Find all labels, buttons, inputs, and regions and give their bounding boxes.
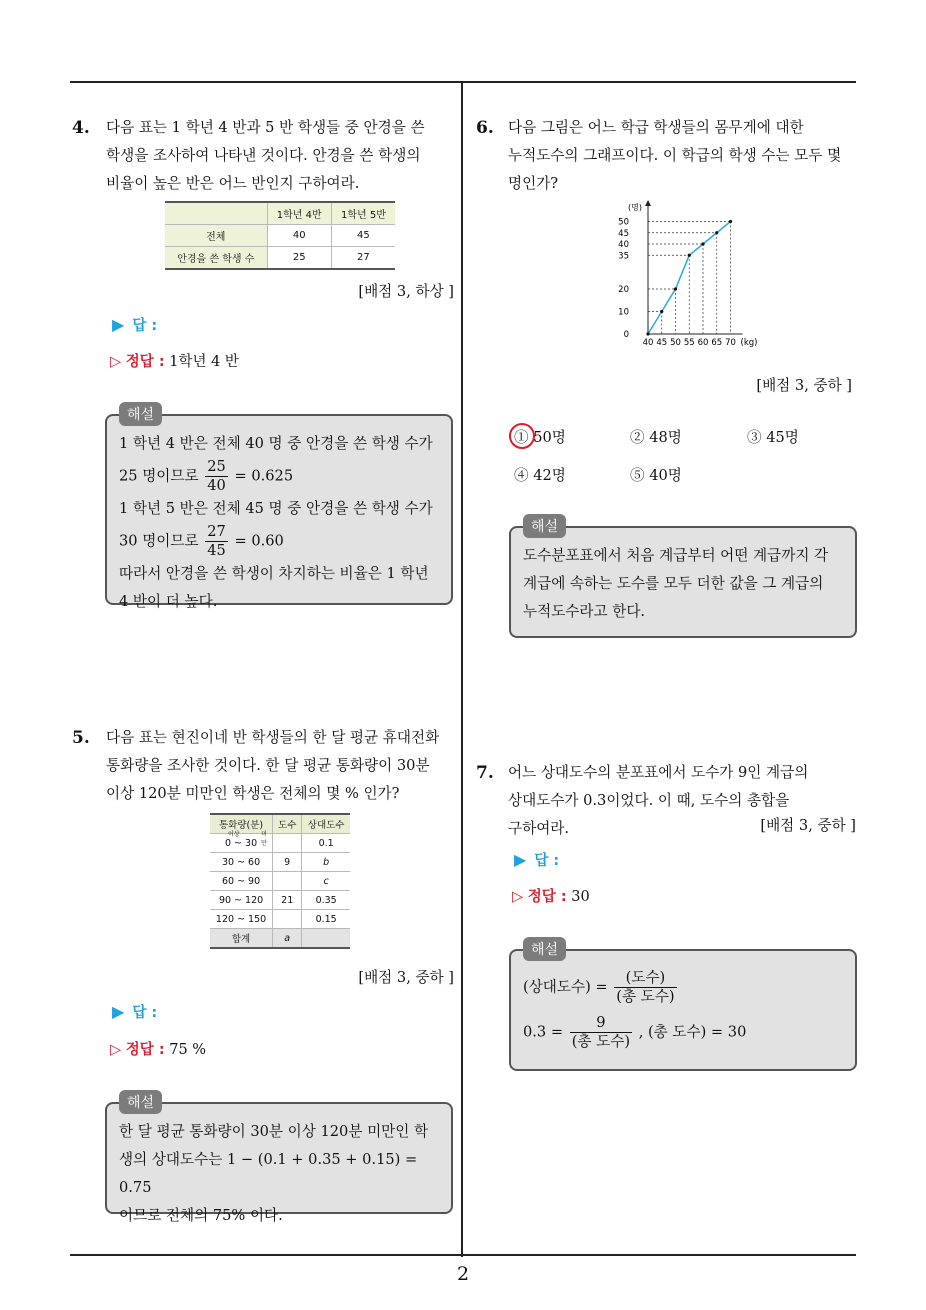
- q4-solution-box: [105, 414, 453, 610]
- numerator: 25: [207, 458, 226, 475]
- y-tick-label: 45: [618, 228, 629, 239]
- outline-triangle-icon: ▷: [110, 354, 126, 370]
- q5-table-header: 도수: [273, 814, 302, 834]
- denominator: 45: [207, 542, 226, 559]
- q4-correct-value: 1학년 4 반: [169, 354, 239, 370]
- q5-line: 다음 표는 현진이네 반 학생들의 한 달 평균 휴대전화: [106, 729, 440, 746]
- q5-table-cell: 90 ~ 120: [210, 891, 273, 910]
- data-point: [715, 231, 718, 234]
- q4-line: 비율이 높은 반은 어느 반인지 구하여라.: [106, 175, 360, 192]
- q5-table-cell: [210, 830, 273, 853]
- q6-line: 누적도수의 그래프이다. 이 학급의 학생 수는 모두 몇: [508, 147, 842, 164]
- q5-table-header: 통화량(분): [210, 814, 273, 834]
- numerator: 27: [207, 523, 226, 540]
- y-tick-label: 20: [618, 285, 629, 295]
- text: , (총 도수) = 30: [638, 1023, 747, 1041]
- q7-number: 7.: [476, 763, 494, 783]
- q7-score: [배점 3, 중하 ]: [760, 817, 856, 834]
- play-icon: ▶: [514, 850, 527, 869]
- text: 0.3 =: [523, 1023, 564, 1041]
- y-tick-label: 40: [618, 240, 629, 250]
- q4-table-cell: 25: [267, 247, 331, 270]
- choice-4[interactable]: ④ 42명: [514, 467, 566, 484]
- q7-solution-box: [509, 949, 857, 1071]
- q5-table-cell: 9: [273, 853, 302, 872]
- q5-table-cell: b: [302, 853, 350, 872]
- q5-table-cell: [273, 872, 302, 891]
- q4-table: [165, 201, 395, 270]
- y-tick-label: 10: [618, 307, 629, 318]
- outline-triangle-icon: ▷: [512, 889, 528, 905]
- data-point: [688, 254, 691, 257]
- q4-table-header: 1학년 5반: [331, 202, 395, 225]
- q5-table-cell: [273, 910, 302, 929]
- q7-line: 어느 상대도수의 분포표에서 도수가 9인 계급의: [508, 764, 809, 781]
- choice-5[interactable]: ⑤ 40명: [630, 467, 682, 484]
- play-icon: ▶: [112, 315, 125, 334]
- outline-triangle-icon: ▷: [110, 1042, 126, 1058]
- denominator: (총 도수): [571, 1033, 631, 1050]
- text: 30 명이므로: [119, 532, 199, 550]
- choice-3[interactable]: ③ 45명: [747, 429, 799, 446]
- q4-solution-line: [119, 458, 437, 495]
- q4-solution-line: 1 학년 5 반은 전체 45 명 중 안경을 쓴 학생 수가: [119, 500, 433, 517]
- text: 0 ~ 30: [224, 837, 258, 849]
- q5-correct: [110, 1038, 206, 1059]
- q5-table-cell: 합계: [210, 929, 273, 949]
- q4-solution-tag: 해설: [119, 402, 162, 426]
- q6-solution-line: 도수분포표에서 처음 계급부터 어떤 계급까지 각: [523, 547, 829, 564]
- q6-number: 6.: [476, 118, 494, 138]
- x-tick-label: 45: [656, 338, 668, 348]
- text: 25 명이므로: [119, 467, 199, 485]
- q5-number: 5.: [72, 728, 90, 748]
- cumulative-frequency-chart: [600, 198, 770, 350]
- q5-answer-text: 답 :: [132, 1005, 158, 1021]
- page-number: 2: [456, 1263, 470, 1285]
- data-point: [646, 332, 649, 335]
- q5-solution-line: 생의 상대도수는 1 − (0.1 + 0.35 + 0.15) = 0.75: [119, 1151, 418, 1196]
- q7-answer-label: [514, 849, 559, 870]
- q6-solution-line: 누적도수라고 한다.: [523, 603, 646, 620]
- denominator: 40: [207, 477, 226, 494]
- y-axis-label: (명): [628, 203, 642, 212]
- q5-table: [210, 813, 350, 949]
- q7-solution-line: [523, 1014, 841, 1051]
- choice-1[interactable]: ① 50명: [514, 429, 566, 446]
- q7-line: 구하여라.: [508, 820, 570, 837]
- q6-solution-tag: 해설: [523, 514, 566, 538]
- q4-answer-label: [112, 314, 157, 335]
- q5-solution-line: 이므로 전체의 75% 이다.: [119, 1207, 283, 1224]
- q6-line: 명인가?: [508, 175, 559, 192]
- q5-solution-line: 한 달 평균 통화량이 30분 이상 120분 미만인 학: [119, 1123, 429, 1140]
- q5-score: [배점 3, 중하 ]: [358, 969, 454, 986]
- q4-solution-line: 따라서 안경을 쓴 학생이 차지하는 비율은 1 학년: [119, 565, 429, 582]
- choice-2[interactable]: ② 48명: [630, 429, 682, 446]
- data-point: [701, 242, 704, 245]
- x-tick-label: 50: [670, 338, 681, 348]
- q5-table-cell: 0.1: [302, 834, 350, 853]
- q5-table-header: 상대도수: [302, 814, 350, 834]
- top-rule: [70, 81, 856, 83]
- q5-table-cell: 30 ~ 60: [210, 853, 273, 872]
- q5-table-cell: a: [273, 929, 302, 949]
- x-tick-label: 60: [697, 338, 709, 348]
- y-tick-label: 50: [618, 217, 629, 228]
- fraction: [205, 458, 228, 495]
- q6-solution-line: 계급에 속하는 도수를 모두 더한 값을 그 계급의: [523, 575, 824, 592]
- q4-solution-line: 1 학년 4 반은 전체 40 명 중 안경을 쓴 학생 수가: [119, 435, 433, 452]
- q4-number: 4.: [72, 118, 90, 138]
- x-tick-label: 70: [725, 338, 736, 348]
- q5-line: 통화량을 조사한 것이다. 한 달 평균 통화량이 30분: [106, 757, 430, 774]
- q5-table-cell: 0.35: [302, 891, 350, 910]
- q5-table-cell: 21: [273, 891, 302, 910]
- q4-score: [배점 3, 하상 ]: [358, 283, 454, 300]
- q6-line: 다음 그림은 어느 학급 학생들의 몸무게에 대한: [508, 119, 804, 136]
- q7-answer-text: 답 :: [534, 853, 560, 869]
- text: = 0.60: [234, 532, 284, 550]
- q5-text: [106, 724, 458, 808]
- q5-table-cell: 60 ~ 90: [210, 872, 273, 891]
- denominator: (총 도수): [616, 988, 675, 1005]
- text: (상대도수) =: [523, 978, 608, 996]
- fraction: [614, 969, 676, 1006]
- q5-table-cell: c: [302, 872, 350, 891]
- q4-table-cell: 27: [331, 247, 395, 270]
- q4-solution-line: [119, 523, 437, 560]
- q7-solution-line: [523, 969, 841, 1006]
- q4-correct: [110, 350, 239, 371]
- sup-text: 미만: [261, 830, 267, 847]
- x-tick-label: 65: [711, 338, 723, 348]
- q6-score: [배점 3, 중하 ]: [756, 377, 852, 394]
- fraction: [205, 523, 228, 560]
- q6-text: [508, 114, 860, 198]
- q4-correct-label: 정답 :: [125, 354, 165, 370]
- q7-correct-value: 30: [571, 889, 590, 905]
- q4-table-header: 1학년 4반: [267, 202, 331, 225]
- data-point: [729, 220, 732, 223]
- data-point: [674, 287, 677, 290]
- q6-solution-box: [509, 526, 857, 638]
- q5-table-cell: 120 ~ 150: [210, 910, 273, 929]
- q5-table-cell: [273, 834, 302, 853]
- q4-solution-line: 4 반이 더 높다.: [119, 593, 218, 610]
- q5-table-cell: [302, 929, 350, 949]
- q4-table-header: [165, 202, 267, 225]
- y-tick-label: 0: [623, 330, 629, 340]
- numerator: 9: [570, 1014, 632, 1033]
- play-icon: ▶: [112, 1002, 125, 1021]
- q5-answer-label: [112, 1001, 157, 1022]
- y-axis-arrow: [645, 200, 651, 206]
- q5-correct-label: 정답 :: [125, 1042, 165, 1058]
- q4-table-cell: 전체: [165, 225, 267, 247]
- data-point: [660, 310, 663, 313]
- q4-table-cell: 40: [267, 225, 331, 247]
- q4-table-cell: 안경을 쓴 학생 수: [165, 247, 267, 270]
- q4-table-cell: 45: [331, 225, 395, 247]
- q4-line: 학생을 조사하여 나타낸 것이다. 안경을 쓴 학생의: [106, 147, 421, 164]
- q5-solution-box: [105, 1102, 453, 1224]
- bottom-rule: [70, 1254, 856, 1256]
- x-tick-label: 40: [642, 338, 654, 348]
- q4-answer-text: 답 :: [132, 318, 158, 334]
- q5-correct-value: 75 %: [169, 1042, 207, 1058]
- fraction: [570, 1014, 632, 1051]
- column-divider: [461, 82, 463, 1257]
- q7-solution-tag: 해설: [523, 937, 566, 961]
- q5-line: 이상 120분 미만인 학생은 전체의 몇 % 인가?: [106, 785, 400, 802]
- x-tick-label: 55: [683, 338, 695, 348]
- q7-line: 상대도수가 0.3이었다. 이 때, 도수의 총합을: [508, 792, 790, 809]
- q7-correct-label: 정답 :: [527, 889, 567, 905]
- x-axis-label: (kg): [740, 338, 758, 348]
- sup-text: 이상: [228, 830, 240, 838]
- q4-text: [106, 114, 456, 198]
- q7-correct: [512, 885, 590, 906]
- y-tick-label: 35: [618, 251, 629, 262]
- q4-line: 다음 표는 1 학년 4 반과 5 반 학생들 중 안경을 쓴: [106, 119, 425, 136]
- numerator: (도수): [614, 969, 676, 988]
- q5-solution-tag: 해설: [119, 1090, 162, 1114]
- q5-table-cell: 0.15: [302, 910, 350, 929]
- text: = 0.625: [234, 467, 294, 485]
